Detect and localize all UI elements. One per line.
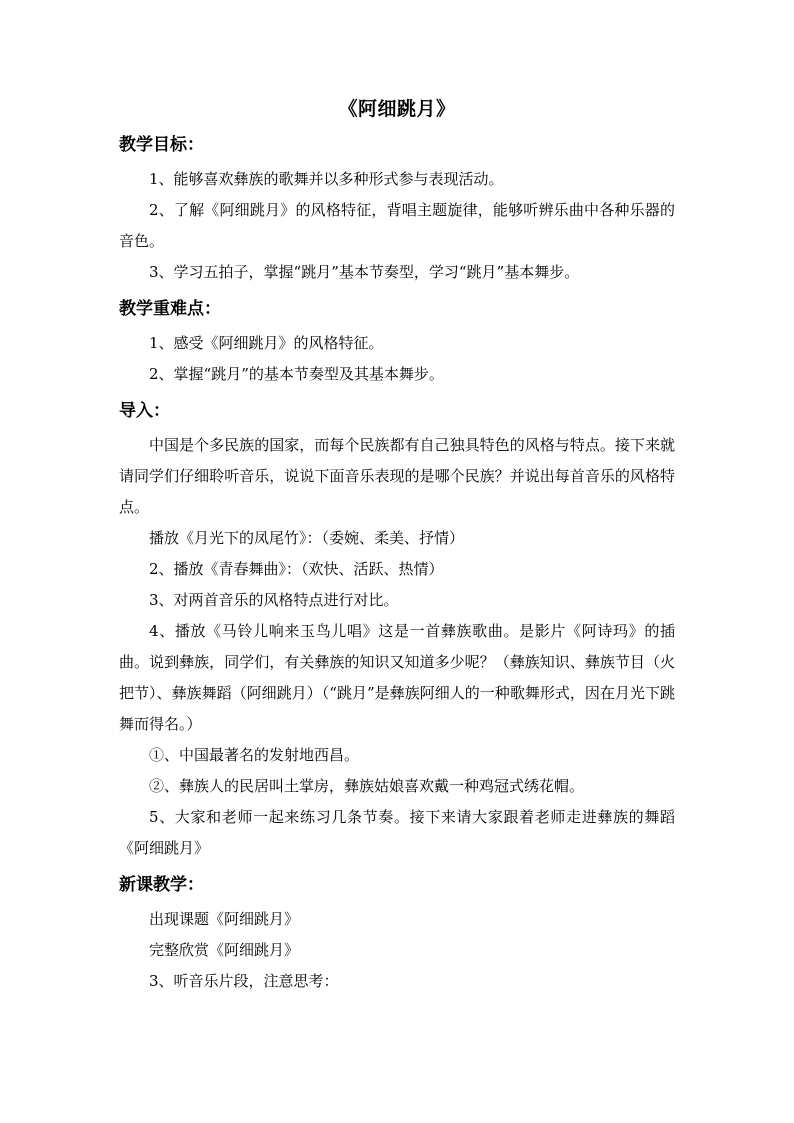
paragraph: 2、播放《青春舞曲》：（欢快、活跃、热情） xyxy=(149,560,444,578)
section-teaching-objectives xyxy=(119,132,675,288)
section-heading: 教学目标： xyxy=(119,135,204,155)
paragraph: 完整欣赏《阿细跳月》 xyxy=(149,941,300,959)
section-heading: 教学重难点： xyxy=(119,299,221,319)
section-key-difficulties xyxy=(119,296,675,390)
paragraph: 播放《月光下的凤尾竹》：（委婉、柔美、抒情） xyxy=(149,529,465,547)
section-heading: 导入： xyxy=(119,401,170,421)
paragraph: 3、对两首音乐的风格特点进行对比。 xyxy=(149,591,399,609)
document-title: 《阿细跳月》 xyxy=(338,98,456,120)
section-new-lesson xyxy=(119,872,675,997)
paragraph: 3、学习五拍子，掌握“跳月”基本节奏型，学习“跳月”基本舞步。 xyxy=(149,263,580,281)
document-content xyxy=(119,96,675,1005)
paragraph: ②、彝族人的民居叫土掌房，彝族姑娘喜欢戴一种鸡冠式绣花帽。 xyxy=(149,777,585,795)
paragraph: 中国是个多民族的国家，而每个民族都有自己独具特色的风格与特点。接下来就请同学们仔细聆听音乐，说说下面音乐表现的是哪个民族？并说出每首音乐的风格特点。 xyxy=(119,436,675,516)
paragraph: 1、能够喜欢彝族的歌舞并以多种形式参与表现活动。 xyxy=(149,170,504,188)
paragraph: 4、播放《马铃儿响来玉鸟儿唱》这是一首彝族歌曲。是影片《阿诗玛》的插曲。说到彝族，同学们，有关彝族的知识又知道多少呢？（彝族知识、彝族节目（火把节）、彝族舞蹈（阿细跳月）（“跳月”是彝族阿细人的一种歌舞形式，因在月光下跳舞而得名。） xyxy=(119,622,675,733)
paragraph: 2、了解《阿细跳月》的风格特征，背唱主题旋律，能够听辨乐曲中各种乐器的音色。 xyxy=(119,201,675,250)
section-heading: 新课教学： xyxy=(119,875,204,895)
paragraph: 出现课题《阿细跳月》 xyxy=(149,910,300,928)
paragraph: ①、中国最著名的发射地西昌。 xyxy=(149,746,360,764)
section-introduction xyxy=(119,398,675,864)
paragraph: 5、大家和老师一起来练习几条节奏。接下来请大家跟着老师走进彝族的舞蹈《阿细跳月》 xyxy=(119,808,675,857)
paragraph: 3、听音乐片段，注意思考： xyxy=(149,972,339,990)
paragraph: 2、掌握“跳月”的基本节奏型及其基本舞步。 xyxy=(149,365,444,383)
paragraph: 1、感受《阿细跳月》的风格特征。 xyxy=(149,334,384,352)
